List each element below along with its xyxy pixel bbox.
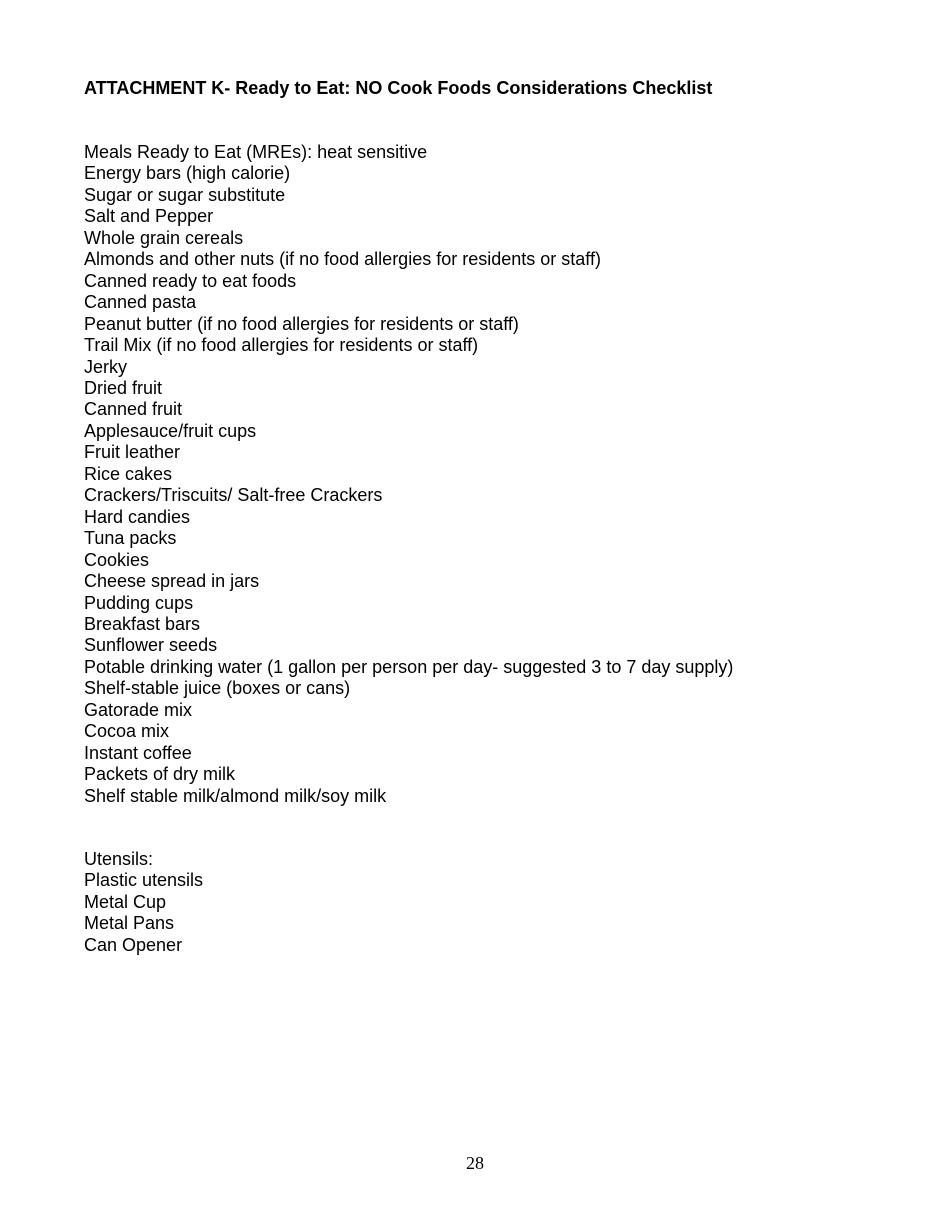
utensils-heading: Utensils: [84,849,154,869]
list-item: Metal Pans [84,913,175,934]
utensils-section [84,849,203,956]
list-item: Cheese spread in jars [84,571,260,592]
list-item: Applesauce/fruit cups [84,420,257,441]
list-item: Canned fruit [84,399,183,420]
list-item: Whole grain cereals [84,227,244,248]
list-item: Sunflower seeds [84,635,218,656]
list-item: Canned ready to eat foods [84,270,297,291]
list-item: Trail Mix (if no food allergies for residents or staff) [84,335,479,356]
list-item: Peanut butter (if no food allergies for residents or staff) [84,313,519,334]
list-item: Energy bars (high calorie) [84,163,291,184]
page-title: ATTACHMENT K- Ready to Eat: NO Cook Foods Considerations Checklist [84,78,713,98]
list-item: Instant coffee [84,742,192,763]
list-item: Hard candies [84,506,191,527]
list-item: Shelf stable milk/almond milk/soy milk [84,785,387,806]
utensils-list [84,870,203,956]
list-item: Canned pasta [84,292,197,313]
list-item: Can Opener [84,934,183,955]
list-item: Tuna packs [84,528,177,549]
list-item: Jerky [84,356,128,377]
list-item: Fruit leather [84,442,181,463]
page-number: 28 [466,1153,484,1173]
list-item: Breakfast bars [84,613,201,634]
list-item: Packets of dry milk [84,764,236,785]
list-item: Dried fruit [84,377,163,398]
list-item: Almonds and other nuts (if no food allergies for residents or staff) [84,249,601,270]
list-item: Cookies [84,549,150,570]
food-checklist [84,142,733,807]
list-item: Plastic utensils [84,870,204,891]
list-item: Pudding cups [84,592,194,613]
list-item: Meals Ready to Eat (MREs): heat sensitive [84,142,428,162]
list-item: Metal Cup [84,891,167,912]
list-item: Crackers/Triscuits/ Salt-free Crackers [84,485,383,506]
list-item: Salt and Pepper [84,206,214,227]
list-item: Potable drinking water (1 gallon per person per day- suggested 3 to 7 day supply) [84,656,734,677]
list-item: Cocoa mix [84,721,170,742]
list-item: Gatorade mix [84,699,193,720]
list-item: Rice cakes [84,463,173,484]
list-item: Sugar or sugar substitute [84,184,286,205]
list-item: Shelf-stable juice (boxes or cans) [84,678,351,699]
